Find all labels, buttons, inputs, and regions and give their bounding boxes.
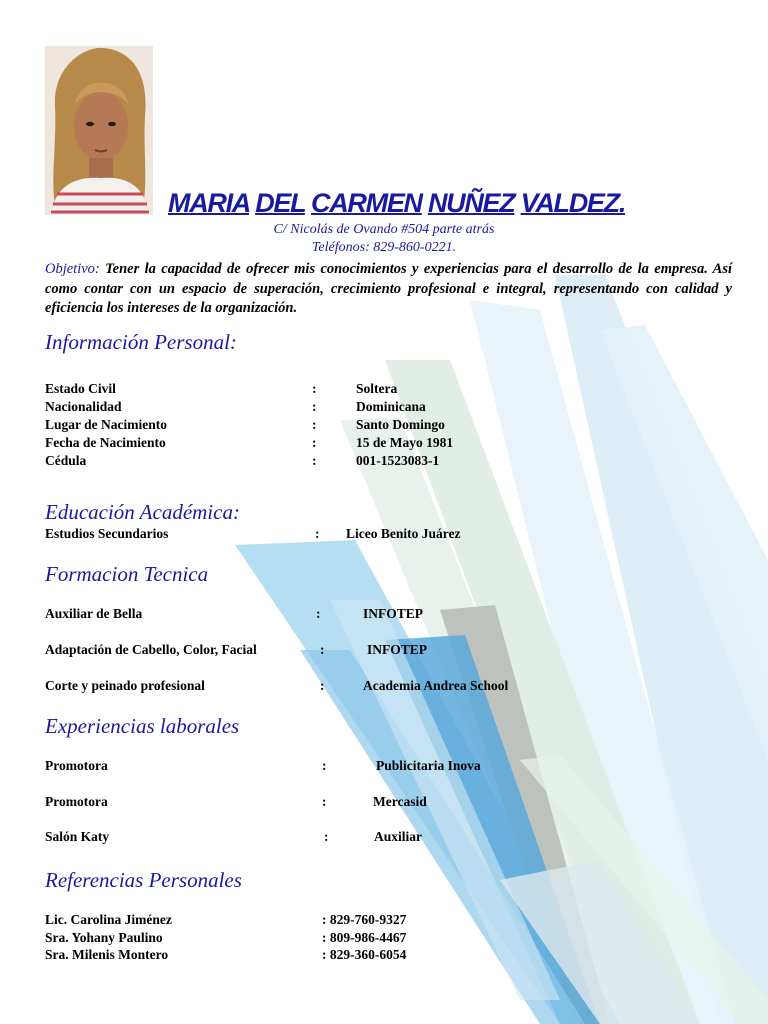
name-part: CARMEN (311, 188, 422, 218)
row-separator: : (322, 758, 327, 773)
row-separator: : (320, 642, 325, 657)
row-label: Auxiliar de Bella (45, 606, 143, 621)
section-heading-personal: Información Personal: (45, 330, 237, 354)
row-separator: : (312, 381, 317, 396)
personal-row (0, 435, 768, 453)
name-part: NUÑEZ (427, 188, 515, 218)
section-heading-references: Referencias Personales (45, 868, 242, 892)
row-label: Adaptación de Cabello, Color, Facial (45, 642, 257, 657)
profile-photo (45, 46, 153, 215)
training-row (0, 678, 768, 696)
section-heading-experience: Experiencias laborales (45, 714, 240, 738)
row-label: Nacionalidad (45, 399, 122, 414)
row-separator: : (312, 399, 317, 414)
row-value: Auxiliar (374, 829, 423, 844)
row-value: Publicitaria Inova (376, 758, 481, 773)
row-value: Santo Domingo (356, 417, 445, 432)
reference-name: Sra. Yohany Paulino (45, 930, 163, 945)
experience-row (0, 758, 768, 776)
personal-row (0, 453, 768, 471)
personal-row (0, 417, 768, 435)
row-separator: : (315, 526, 320, 541)
candidate-name (168, 188, 625, 219)
row-label: Promotora (45, 758, 108, 773)
reference-phone: : 829-760-9327 (322, 912, 407, 927)
row-value: Soltera (356, 381, 398, 396)
education-row (0, 526, 768, 544)
row-value: Liceo Benito Juárez (346, 526, 461, 541)
row-separator: : (324, 829, 329, 844)
row-value: Dominicana (356, 399, 426, 414)
training-row (0, 606, 768, 624)
objective-paragraph (45, 260, 732, 319)
row-label: Fecha de Nacimiento (45, 435, 166, 450)
address-line: C/ Nicolás de Ovando #504 parte atrás (273, 222, 495, 237)
section-heading-training: Formacion Tecnica (45, 562, 209, 586)
row-separator: : (312, 453, 317, 468)
row-separator: : (312, 417, 317, 432)
training-row (0, 642, 768, 660)
reference-name: Lic. Carolina Jiménez (45, 912, 172, 927)
experience-row (0, 794, 768, 812)
portrait-illustration (45, 46, 153, 215)
name-part: MARIA (168, 188, 249, 218)
row-separator: : (312, 435, 317, 450)
reference-phone: : 829-360-6054 (322, 947, 407, 962)
objective-text: Tener la capacidad de ofrecer mis conocimientos y experiencias para el desarrollo de la empresa. Así como contar con un espacio de superación, crecimiento profesional e integral, representando con calidad y eficiencia los intereses de la organización. (45, 261, 732, 316)
row-label: Promotora (45, 794, 108, 809)
row-value: INFOTEP (363, 606, 424, 621)
name-part: DEL (255, 188, 305, 218)
row-separator: : (316, 606, 321, 621)
reference-phone: : 809-986-4467 (322, 930, 407, 945)
row-label: Lugar de Nacimiento (45, 417, 167, 432)
reference-name: Sra. Milenis Montero (45, 947, 169, 962)
row-value: 001-1523083-1 (356, 453, 440, 468)
row-separator: : (320, 678, 325, 693)
row-label: Estado Civil (45, 381, 116, 396)
experience-row (0, 829, 768, 847)
personal-row (0, 399, 768, 417)
row-label: Salón Katy (45, 829, 110, 844)
row-value: 15 de Mayo 1981 (356, 435, 454, 450)
phone-line: Teléfonos: 829-860-0221. (311, 240, 457, 255)
section-heading-education: Educación Académica: (45, 500, 240, 524)
row-label: Corte y peinado profesional (45, 678, 205, 693)
row-value: Academia Andrea School (363, 678, 509, 693)
objective-label: Objetivo: (45, 261, 100, 277)
row-value: INFOTEP (367, 642, 428, 657)
row-label: Estudios Secundarios (45, 526, 169, 541)
row-separator: : (322, 794, 327, 809)
name-part: VALDEZ. (520, 188, 626, 218)
row-label: Cédula (45, 453, 87, 468)
row-value: Mercasid (373, 794, 427, 809)
personal-row (0, 381, 768, 399)
